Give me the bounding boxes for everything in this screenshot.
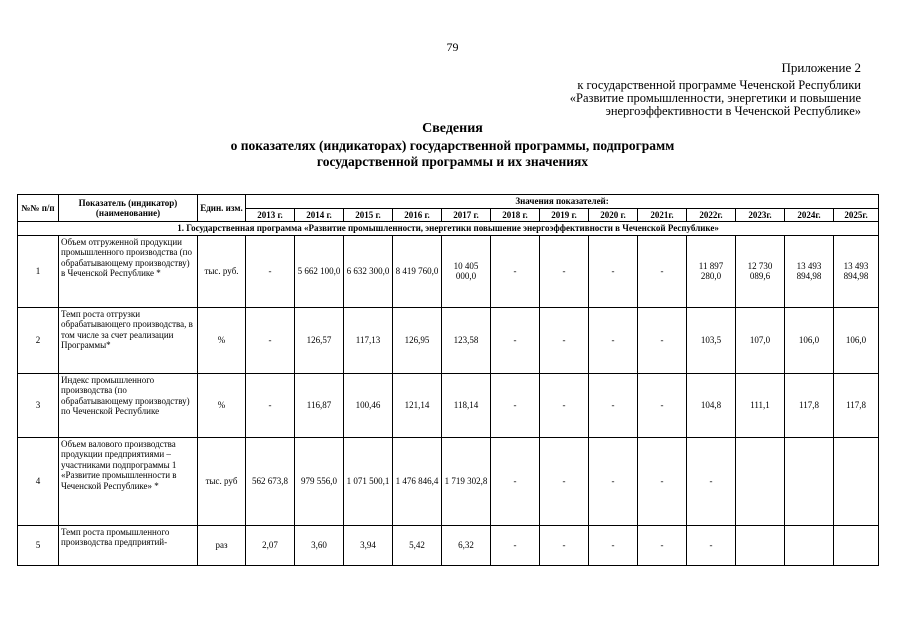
table-row bbox=[18, 307, 879, 373]
year-header: 2025г. bbox=[834, 208, 879, 222]
year-header: 2022г. bbox=[687, 208, 736, 222]
table-row bbox=[18, 437, 879, 525]
value-cell: 12 730 089,6 bbox=[736, 235, 785, 307]
value-cell: - bbox=[638, 525, 687, 565]
value-cell: 100,46 bbox=[344, 373, 393, 437]
year-header: 2024г. bbox=[785, 208, 834, 222]
value-cell: - bbox=[589, 307, 638, 373]
value-cell: - bbox=[687, 525, 736, 565]
value-cell: 979 556,0 bbox=[295, 437, 344, 525]
value-cell: - bbox=[589, 437, 638, 525]
value-cell: - bbox=[589, 235, 638, 307]
value-cell: - bbox=[491, 307, 540, 373]
value-cell: - bbox=[246, 307, 295, 373]
unit-cell: раз bbox=[198, 525, 246, 565]
value-cell: 8 419 760,0 bbox=[393, 235, 442, 307]
value-cell: - bbox=[540, 235, 589, 307]
value-cell bbox=[785, 437, 834, 525]
subtitle-line: государственной программы и их значениях bbox=[316, 154, 589, 169]
value-cell: 6 632 300,0 bbox=[344, 235, 393, 307]
value-cell: 106,0 bbox=[785, 307, 834, 373]
value-cell: 6,32 bbox=[442, 525, 491, 565]
year-header: 2013 г. bbox=[246, 208, 295, 222]
value-cell: 2,07 bbox=[246, 525, 295, 565]
value-cell: 3,94 bbox=[344, 525, 393, 565]
value-cell: 117,8 bbox=[834, 373, 879, 437]
value-cell: 13 493 894,98 bbox=[785, 235, 834, 307]
row-number: 4 bbox=[18, 437, 59, 525]
year-header: 2014 г. bbox=[295, 208, 344, 222]
value-cell: 118,14 bbox=[442, 373, 491, 437]
document-subtitle bbox=[0, 138, 905, 170]
indicator-name: Объем валового производства продукции предприятиями – участниками подпрограммы 1 «Развитие промышленности в Чеченской Республике» * bbox=[59, 437, 198, 525]
unit-cell: тыс. руб bbox=[198, 437, 246, 525]
value-cell: 5 662 100,0 bbox=[295, 235, 344, 307]
value-cell: - bbox=[589, 373, 638, 437]
value-cell: - bbox=[540, 373, 589, 437]
value-cell: - bbox=[491, 373, 540, 437]
header-unit: Един. изм. bbox=[198, 195, 246, 222]
unit-cell: % bbox=[198, 373, 246, 437]
value-cell: 117,8 bbox=[785, 373, 834, 437]
value-cell: 3,60 bbox=[295, 525, 344, 565]
value-cell: 106,0 bbox=[834, 307, 879, 373]
value-cell: 126,57 bbox=[295, 307, 344, 373]
value-cell bbox=[736, 525, 785, 565]
value-cell: - bbox=[540, 525, 589, 565]
value-cell: - bbox=[638, 307, 687, 373]
row-number: 1 bbox=[18, 235, 59, 307]
year-header: 2023г. bbox=[736, 208, 785, 222]
value-cell: - bbox=[638, 235, 687, 307]
page-number: 79 bbox=[446, 40, 459, 54]
value-cell: - bbox=[491, 525, 540, 565]
table-row bbox=[18, 525, 879, 565]
value-cell: 562 673,8 bbox=[246, 437, 295, 525]
appendix-reference-line: энергоэффективности в Чеченской Республике» bbox=[605, 104, 861, 118]
value-cell: 1 476 846,4 bbox=[393, 437, 442, 525]
year-header: 2020 г. bbox=[589, 208, 638, 222]
value-cell bbox=[736, 437, 785, 525]
row-number: 5 bbox=[18, 525, 59, 565]
indicator-name: Индекс промышленного производства (по обрабатывающему производству) по Чеченской Республике bbox=[59, 373, 198, 437]
value-cell: - bbox=[687, 437, 736, 525]
header-indicator: Показатель (индикатор) (наименование) bbox=[59, 195, 198, 222]
value-cell: 13 493 894,98 bbox=[834, 235, 879, 307]
value-cell: 111,1 bbox=[736, 373, 785, 437]
year-header: 2021г. bbox=[638, 208, 687, 222]
value-cell: - bbox=[246, 373, 295, 437]
value-cell: - bbox=[540, 437, 589, 525]
value-cell: - bbox=[589, 525, 638, 565]
appendix-reference-line: «Развитие промышленности, энергетики и повышение bbox=[569, 91, 861, 105]
unit-cell: % bbox=[198, 307, 246, 373]
value-cell: - bbox=[638, 373, 687, 437]
value-cell bbox=[834, 525, 879, 565]
value-cell: - bbox=[540, 307, 589, 373]
row-number: 3 bbox=[18, 373, 59, 437]
value-cell: 126,95 bbox=[393, 307, 442, 373]
value-cell: 116,87 bbox=[295, 373, 344, 437]
appendix-reference bbox=[501, 79, 861, 118]
value-cell bbox=[834, 437, 879, 525]
subtitle-line: о показателях (индикаторах) государственной программы, подпрограмм bbox=[230, 138, 675, 153]
value-cell: 117,13 bbox=[344, 307, 393, 373]
table-row bbox=[18, 373, 879, 437]
indicator-name: Объем отгруженной продукции промышленного производства (по обрабатывающему производству) в Чеченской Республике * bbox=[59, 235, 198, 307]
document-title: Сведения bbox=[422, 121, 483, 136]
year-header: 2017 г. bbox=[442, 208, 491, 222]
year-header: 2018 г. bbox=[491, 208, 540, 222]
value-cell: 107,0 bbox=[736, 307, 785, 373]
year-header: 2015 г. bbox=[344, 208, 393, 222]
row-number: 2 bbox=[18, 307, 59, 373]
value-cell: 123,58 bbox=[442, 307, 491, 373]
appendix-reference-line: к государственной программе Чеченской Республики bbox=[577, 78, 861, 92]
year-header: 2019 г. bbox=[540, 208, 589, 222]
indicator-name: Темп роста отгрузки обрабатывающего производства, в том числе за счет реализации Программы* bbox=[59, 307, 198, 373]
value-cell: 103,5 bbox=[687, 307, 736, 373]
value-cell: - bbox=[491, 437, 540, 525]
unit-cell: тыс. руб. bbox=[198, 235, 246, 307]
value-cell: - bbox=[246, 235, 295, 307]
value-cell: - bbox=[491, 235, 540, 307]
header-values-group: Значения показателей: bbox=[246, 195, 879, 209]
value-cell bbox=[785, 525, 834, 565]
section-title: 1. Государственная программа «Развитие промышленности, энергетики повышение энергоэффективности в Чеченской Республике» bbox=[18, 222, 879, 236]
header-num: №№ п/п bbox=[18, 195, 59, 222]
indicator-name: Темп роста промышленного производства предприятий- bbox=[59, 525, 198, 565]
value-cell: 121,14 bbox=[393, 373, 442, 437]
appendix-label: Приложение 2 bbox=[781, 60, 861, 75]
value-cell: 5,42 bbox=[393, 525, 442, 565]
value-cell: 11 897 280,0 bbox=[687, 235, 736, 307]
year-header: 2016 г. bbox=[393, 208, 442, 222]
value-cell: 104,8 bbox=[687, 373, 736, 437]
table-row bbox=[18, 235, 879, 307]
value-cell: - bbox=[638, 437, 687, 525]
value-cell: 10 405 000,0 bbox=[442, 235, 491, 307]
value-cell: 1 071 500,1 bbox=[344, 437, 393, 525]
indicators-table bbox=[17, 194, 879, 566]
value-cell: 1 719 302,8 bbox=[442, 437, 491, 525]
